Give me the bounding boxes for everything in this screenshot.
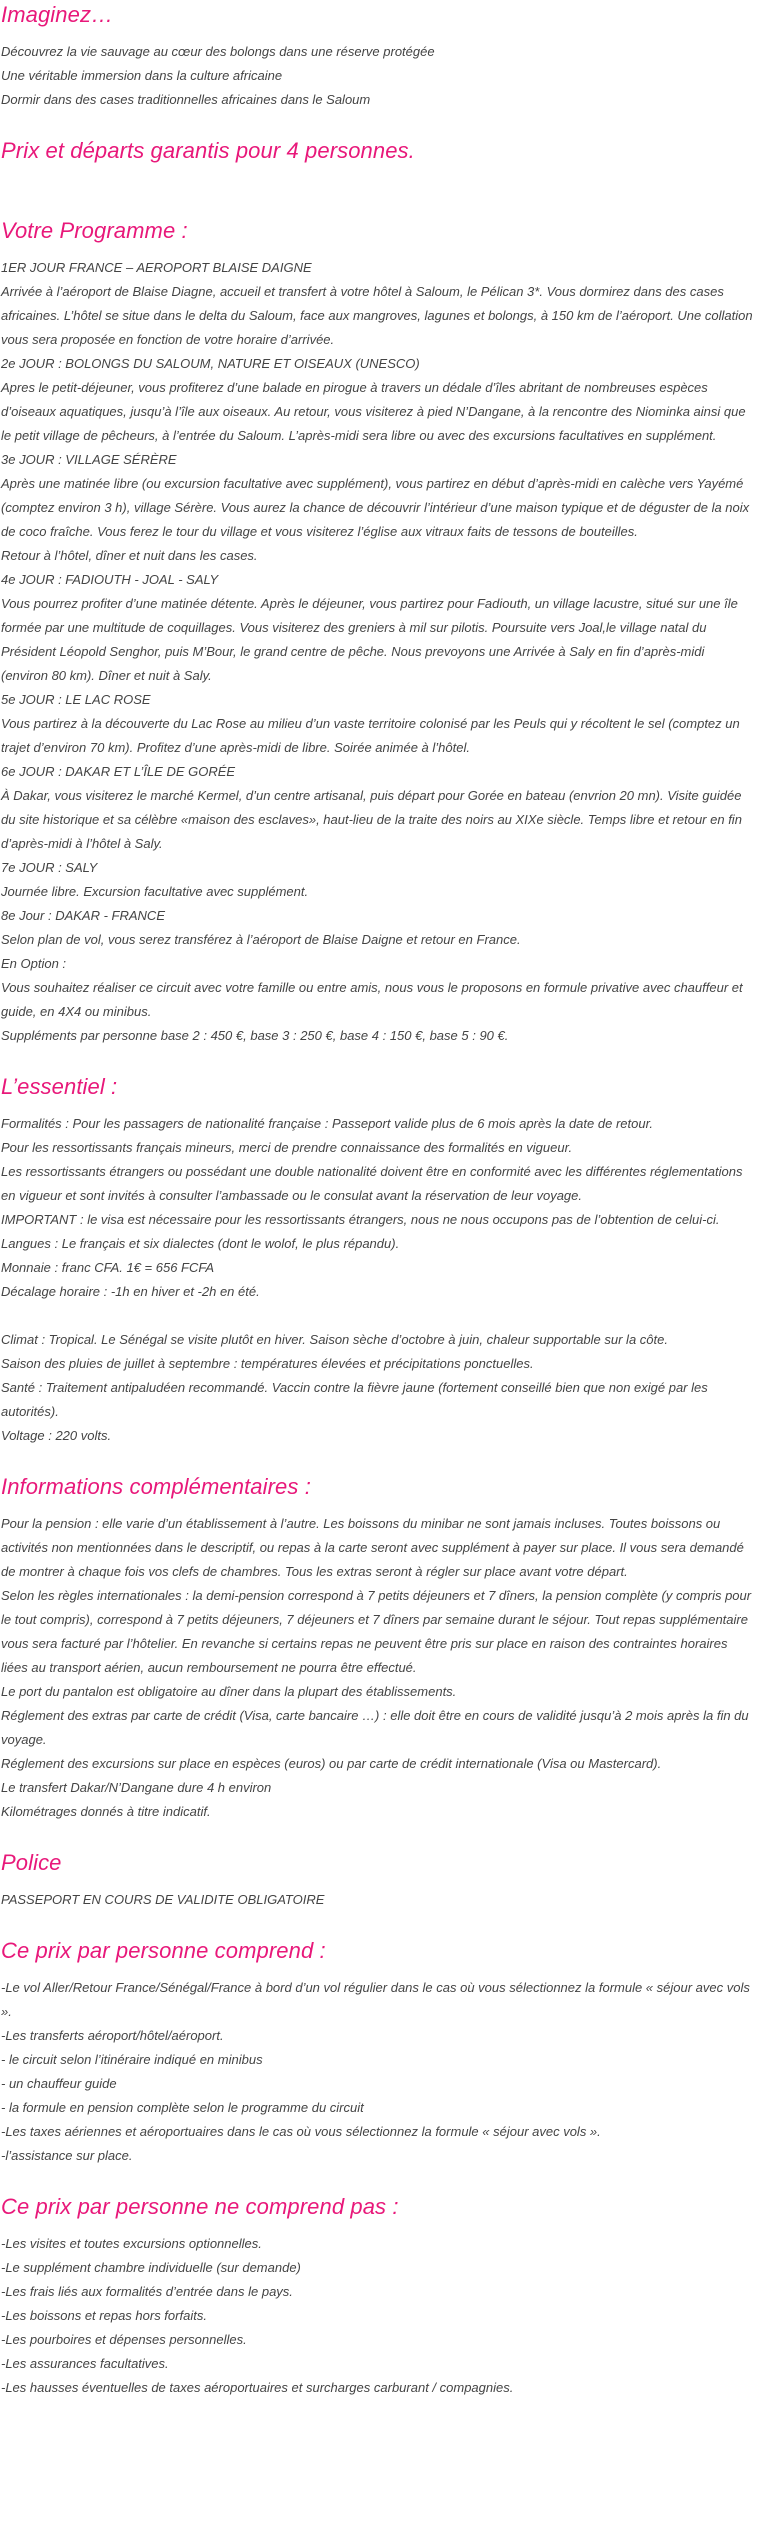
info-line: Kilométrages donnés à titre indicatif. xyxy=(1,1804,211,1819)
excluded-item: -Le supplément chambre individuelle (sur demande) xyxy=(1,2260,301,2275)
excluded-item: -Les hausses éventuelles de taxes aéroportuaires et surcharges carburant / compagnies. xyxy=(1,2380,514,2395)
day-title: 4e JOUR : FADIOUTH - JOAL - SALY xyxy=(1,572,219,587)
day-title: 2e JOUR : BOLONGS DU SALOUM, NATURE ET OISEAUX (UNESCO) xyxy=(1,356,420,371)
heading-informations: Informations complémentaires : xyxy=(1,1474,311,1499)
day-title: 8e Jour : DAKAR - FRANCE xyxy=(1,908,165,923)
essential-line: Décalage horaire : -1h en hiver et -2h en été. xyxy=(1,1284,260,1299)
day-text: Arrivée à l’aéroport de Blaise Diagne, accueil et transfert à votre hôtel à Saloum, le Pélican 3*. Vous dormirez dans des cases africaines. L’hôtel se situe dans le delta du Saloum, face aux mangroves, lagunes et bolongs, à 150 km de l’aéroport. Une collation vous sera proposée en fonction de votre horaire d’arrivée. xyxy=(1,284,753,347)
included-item: - un chauffeur guide xyxy=(1,2076,117,2091)
included-item: -l’assistance sur place. xyxy=(1,2148,133,2163)
intro-line: Une véritable immersion dans la culture africaine xyxy=(1,68,283,83)
heading-imaginez: Imaginez… xyxy=(1,2,114,27)
info-line: Réglement des excursions sur place en espèces (euros) ou par carte de crédit internationale (Visa ou Mastercard). xyxy=(1,1756,662,1771)
heading-prix-departs: Prix et départs garantis pour 4 personnes. xyxy=(1,138,415,163)
excluded-item: -Les assurances facultatives. xyxy=(1,2356,169,2371)
included-item: - le circuit selon l’itinéraire indiqué en minibus xyxy=(1,2052,263,2067)
heading-police: Police xyxy=(1,1850,62,1875)
day-text: Selon plan de vol, vous serez transférez à l’aéroport de Blaise Daigne et retour en France. xyxy=(1,932,521,947)
day-text: Retour à l’hôtel, dîner et nuit dans les cases. xyxy=(1,548,258,563)
heading-programme: Votre Programme : xyxy=(1,218,188,243)
essential-line: Voltage : 220 volts. xyxy=(1,1428,112,1443)
intro-line: Dormir dans des cases traditionnelles africaines dans le Saloum xyxy=(1,92,371,107)
heading-prix-ne-comprend-pas: Ce prix par personne ne comprend pas : xyxy=(1,2194,399,2219)
police-line: PASSEPORT EN COURS DE VALIDITE OBLIGATOIRE xyxy=(1,1892,325,1907)
day-title: 1ER JOUR FRANCE – AEROPORT BLAISE DAIGNE xyxy=(1,260,312,275)
info-line: Pour la pension : elle varie d’un établissement à l’autre. Les boissons du minibar ne sont jamais incluses. Toutes boissons ou activités non mentionnées dans le descriptif, ou repas à la carte seront avec supplément à payer sur place. Il vous sera demandé de montrer à chaque fois vos clefs de chambres. Tous les extras seront à régler sur place avant votre départ. xyxy=(1,1516,744,1579)
intro-line: Découvrez la vie sauvage au cœur des bolongs dans une réserve protégée xyxy=(1,44,435,59)
included-item: -Les taxes aériennes et aéroportuaires dans le cas où vous sélectionnez la formule « séjour avec vols ». xyxy=(1,2124,601,2139)
day-text: Après une matinée libre (ou excursion facultative avec supplément), vous partirez en début d’après-midi en calèche vers Yayémé (comptez environ 3 h), village Sérère. Vous aurez la chance de découvrir l’intérieur d’une maison typique et de déguster de la noix de coco fraîche. Vous ferez le tour du village et vous visiterez l’église aux vitraux faits de tessons de bouteilles. xyxy=(1,476,750,539)
heading-essentiel: L’essentiel : xyxy=(1,1074,118,1099)
essential-line: Santé : Traitement antipaludéen recommandé. Vaccin contre la fièvre jaune (fortement conseillé bien que non exigé par les autorités). xyxy=(1,1380,708,1419)
excluded-item: -Les pourboires et dépenses personnelles. xyxy=(1,2332,247,2347)
included-item: - la formule en pension complète selon le programme du circuit xyxy=(1,2100,364,2115)
excluded-item: -Les visites et toutes excursions optionnelles. xyxy=(1,2236,262,2251)
day-text: Vous partirez à la découverte du Lac Rose au milieu d’un vaste territoire colonisé par les Peuls qui y récoltent le sel (comptez un trajet d’environ 70 km). Profitez d’une après-midi de libre. Soirée animée à l’hôtel. xyxy=(1,716,740,755)
option-title: En Option : xyxy=(1,956,67,971)
essential-line: IMPORTANT : le visa est nécessaire pour les ressortissants étrangers, nous ne nous occupons pas de l’obtention de celui-ci. xyxy=(1,1212,720,1227)
included-item: -Le vol Aller/Retour France/Sénégal/France à bord d’un vol régulier dans le cas où vous sélectionnez la formule « séjour avec vols ». xyxy=(1,1980,750,2019)
option-supplements: Suppléments par personne base 2 : 450 €, base 3 : 250 €, base 4 : 150 €, base 5 : 90 €. xyxy=(1,1028,509,1043)
excluded-item: -Les frais liés aux formalités d’entrée dans le pays. xyxy=(1,2284,293,2299)
essential-line: Saison des pluies de juillet à septembre : températures élevées et précipitations ponctuelles. xyxy=(1,1356,534,1371)
excluded-item: -Les boissons et repas hors forfaits. xyxy=(1,2308,207,2323)
day-title: 7e JOUR : SALY xyxy=(1,860,98,875)
option-text: Vous souhaitez réaliser ce circuit avec votre famille ou entre amis, nous vous le proposons en formule privative avec chauffeur et guide, en 4X4 ou minibus. xyxy=(1,980,743,1019)
day-text: À Dakar, vous visiterez le marché Kermel, d’un centre artisanal, puis départ pour Gorée en bateau (envrion 20 mn). Visite guidée du site historique et sa célèbre «maison des esclaves», haut-lieu de la traite des noirs au XIXe siècle. Temps libre et retour en fin d’après-midi à l’hôtel à Saly. xyxy=(1,788,742,851)
essential-line: Climat : Tropical. Le Sénégal se visite plutôt en hiver. Saison sèche d’octobre à juin, chaleur supportable sur la côte. xyxy=(1,1332,668,1347)
essential-line: Formalités : Pour les passagers de nationalité française : Passeport valide plus de 6 mois après la date de retour. xyxy=(1,1116,654,1131)
day-text: Journée libre. Excursion facultative avec supplément. xyxy=(1,884,309,899)
day-title: 5e JOUR : LE LAC ROSE xyxy=(1,692,151,707)
info-line: Le port du pantalon est obligatoire au dîner dans la plupart des établissements. xyxy=(1,1684,457,1699)
day-title: 6e JOUR : DAKAR ET L’ÎLE DE GORÉE xyxy=(1,764,236,779)
day-title: 3e JOUR : VILLAGE SÉRÈRE xyxy=(1,452,177,467)
info-line: Selon les règles internationales : la demi-pension correspond à 7 petits déjeuners et 7 dîners, la pension complète (y compris pour le tout compris), correspond à 7 petits déjeuners, 7 déjeuners et 7 dîners par semaine durant le séjour. Tout repas supplémentaire vous sera facturé par l’hôtelier. En revanche si certains repas ne peuvent être pris sur place en raison des contraintes horaires liées au transport aérien, aucun remboursement ne pourra être effectué. xyxy=(1,1588,752,1675)
essential-line: Langues : Le français et six dialectes (dont le wolof, le plus répandu). xyxy=(1,1236,400,1251)
day-text: Apres le petit-déjeuner, vous profiterez d’une balade en pirogue à travers un dédale d’îles abritant de nombreuses espèces d’oiseaux aquatiques, jusqu’à l’île aux oiseaux. Au retour, vous visiterez à pied N’Dangane, à la rencontre des Niominka ainsi que le petit village de pêcheurs, à l’entrée du Saloum. L’après-midi sera libre ou avec des excursions facultatives en supplément. xyxy=(1,380,746,443)
info-line: Le transfert Dakar/N’Dangane dure 4 h environ xyxy=(1,1780,272,1795)
essential-line: Pour les ressortissants français mineurs, merci de prendre connaissance des formalités en vigueur. xyxy=(1,1140,573,1155)
day-text: Vous pourrez profiter d’une matinée détente. Après le déjeuner, vous partirez pour Fadiouth, un village lacustre, situé sur une île formée par une multitude de coquillages. Vous visiterez des greniers à mil sur pilotis. Poursuite vers Joal,le village natal du Président Léopold Senghor, puis M’Bour, le grand centre de pêche. Nous prevoyons une Arrivée à Saly en fin d’après-midi (environ 80 km). Dîner et nuit à Saly. xyxy=(1,596,738,683)
essential-line: Monnaie : franc CFA. 1€ = 656 FCFA xyxy=(1,1260,215,1275)
info-line: Réglement des extras par carte de crédit (Visa, carte bancaire …) : elle doit être en cours de validité jusqu’à 2 mois après la fin du voyage. xyxy=(1,1708,749,1747)
included-item: -Les transferts aéroport/hôtel/aéroport. xyxy=(1,2028,224,2043)
heading-prix-comprend: Ce prix par personne comprend : xyxy=(1,1938,326,1963)
essential-line: Les ressortissants étrangers ou possédant une double nationalité doivent être en conformité avec les différentes réglementations en vigueur et sont invités à consulter l’ambassade ou le consulat avant la réservation de leur voyage. xyxy=(1,1164,743,1203)
